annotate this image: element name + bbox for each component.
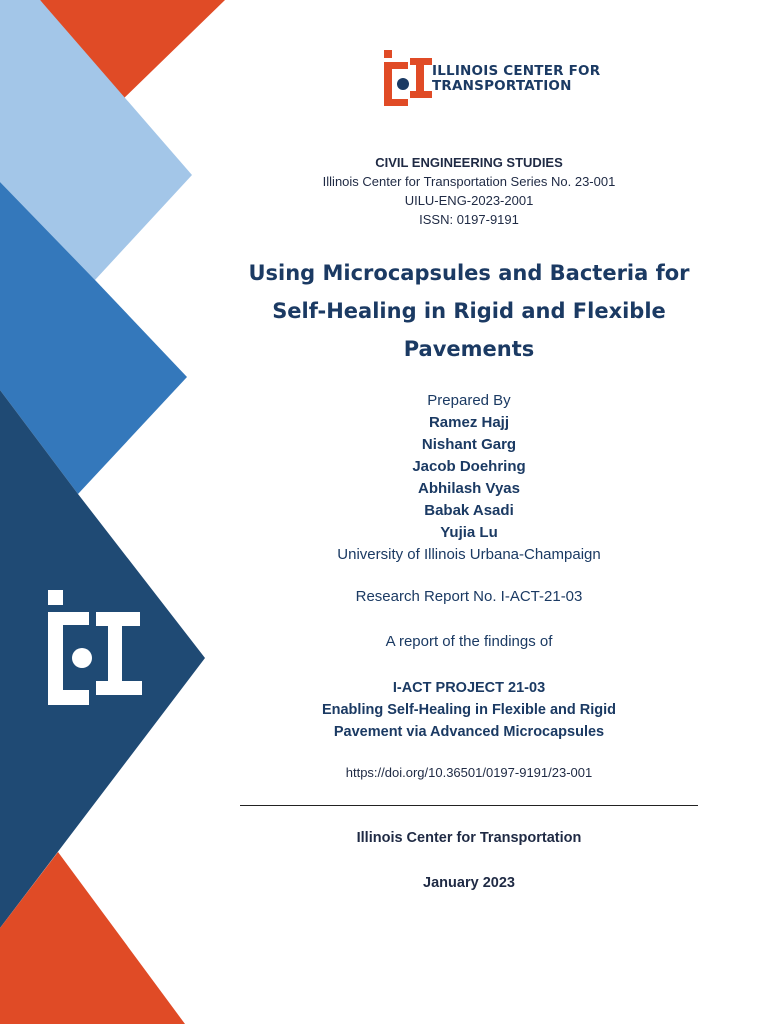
logo-wordmark — [432, 64, 600, 94]
author-name: Yujia Lu — [440, 524, 498, 541]
title-line-3: Pavements — [403, 337, 535, 361]
logo-t-stem — [108, 626, 122, 681]
ict-logo-mark — [382, 46, 434, 110]
dark-blue-shape — [0, 390, 205, 928]
publication-date: January 2023 — [423, 875, 515, 891]
findings-text: A report of the findings of — [385, 633, 553, 650]
logo-c-top — [63, 612, 89, 625]
title-line-2: Self-Healing in Rigid and Flexible — [272, 299, 666, 323]
ict-logo — [382, 46, 601, 110]
logo-i-dot — [48, 590, 63, 605]
project-id: I-ACT PROJECT 21-03 — [392, 680, 546, 696]
logo-t-base — [96, 681, 142, 695]
prepared-by-label: Prepared By — [427, 392, 511, 409]
issn: ISSN: 0197-9191 — [419, 212, 519, 227]
publisher-name: Illinois Center for Transportation — [356, 830, 582, 846]
logo-line-1: ILLINOIS CENTER FOR — [432, 63, 601, 79]
report-title — [240, 254, 698, 368]
logo-c-bottom — [63, 690, 89, 705]
logo-i-stem — [48, 612, 63, 705]
divider — [240, 805, 698, 806]
logo-t-bar — [96, 612, 140, 626]
series-info — [240, 153, 698, 229]
logo-line-2: TRANSPORTATION — [432, 78, 572, 94]
project-title-line-2: Pavement via Advanced Microcapsules — [333, 724, 605, 740]
author-name: Jacob Doehring — [412, 458, 526, 475]
affiliation: University of Illinois Urbana-Champaign — [337, 546, 601, 563]
project-block — [240, 677, 698, 743]
author-name: Abhilash Vyas — [418, 480, 520, 497]
report-number: Research Report No. I-ACT-21-03 — [355, 588, 583, 605]
doi-link[interactable]: https://doi.org/10.36501/0197-9191/23-001 — [345, 765, 593, 780]
title-line-1: Using Microcapsules and Bacteria for — [248, 261, 690, 285]
logo-dot — [72, 648, 92, 668]
series-number: Illinois Center for Transportation Series No. 23-001 — [322, 174, 616, 189]
author-name: Nishant Garg — [421, 436, 517, 453]
author-name: Ramez Hajj — [428, 414, 510, 431]
department-heading: CIVIL ENGINEERING STUDIES — [375, 155, 563, 170]
author-block — [240, 390, 698, 566]
author-name: Babak Asadi — [424, 502, 514, 519]
project-title-line-1: Enabling Self-Healing in Flexible and Rigid — [321, 702, 617, 718]
report-code: UILU-ENG-2023-2001 — [404, 193, 534, 208]
